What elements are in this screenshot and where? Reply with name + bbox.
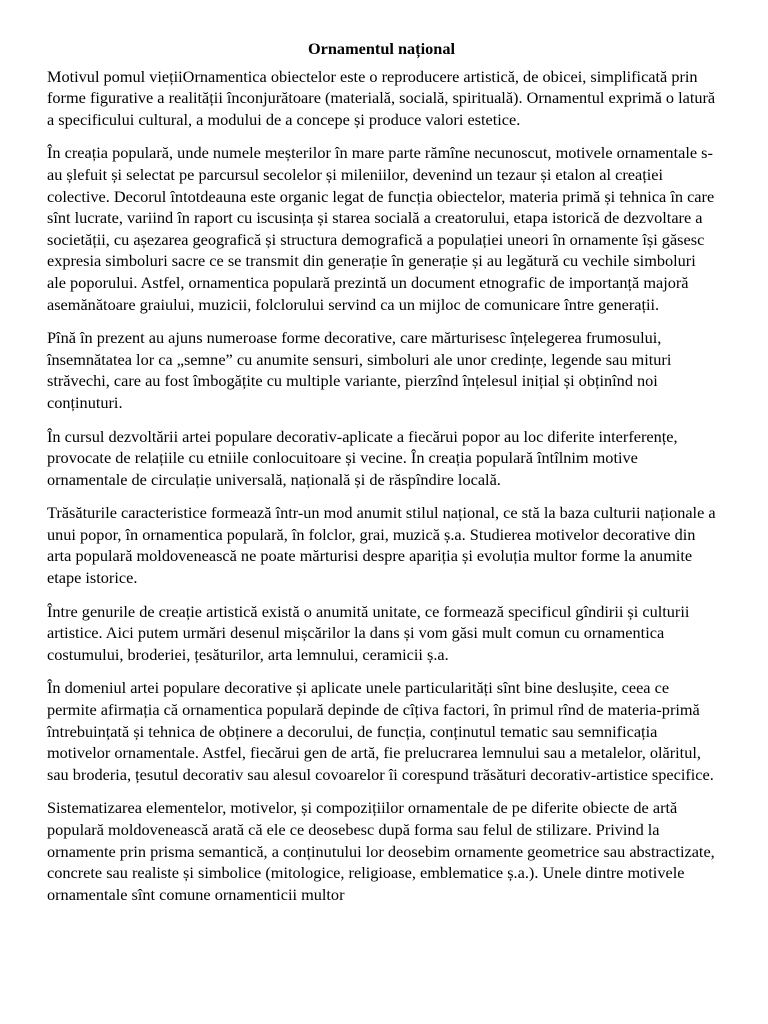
paragraph-8: Sistematizarea elementelor, motivelor, și compozițiilor ornamentale de pe diferite obiecte de artă populară moldovenească arată că ele ce deosebesc după forma sau felul de stilizare. Privind la ornamente prin prisma semantică, a conținutului lor deosebim ornamente geometrice sau abstractizate, concrete sau realiste și simbolice (mitologice, religioase, emblematice ș.a.). Unele dintre motivele ornamentale sînt comune ornamenticii multor: [47, 798, 715, 904]
paragraph-4: În cursul dezvoltării artei populare decorativ-aplicate a fiecărui popor au loc diferite interferențe, provocate de relațiile cu etniile conlocuitoare și vecine. În creația populară întîlnim motive ornamentale de circulație universală, națională și de răspîndire locală.: [47, 426, 678, 489]
paragraph-2: În creația populară, unde numele meșterilor în mare parte rămîne necunoscut, motivele ornamentale s-au șlefuit și selectat pe parcursul secolelor și mileniilor, devenind un tezaur și etalon al creației colective. Decorul întotdeauna este organic legat de funcția obiectelor, materia primă și tehnica în care sînt lucrate, variind în raport cu iscusința și starea socială a creatorului, etapa istorică de dezvoltare a societății, cu așezarea geografică și structura demografică a populației uneori în ornamente își găsesc expresia simboluri sacre ce se transmit din generație în generație și au legătură cu vechile simboluri ale poporului. Astfel, ornamentica populară prezintă un document etnografic de importanță majoră asemănătoare graiului, muzicii, folclorului servind ca un mijloc de comunicare între generații.: [47, 143, 715, 314]
document-title: Ornamentul național: [307, 39, 455, 58]
paragraph-1: Motivul pomul viețiiOrnamentica obiectelor este o reproducere artistică, de obicei, simplificată prin forme figurative a realității înconjurătoare (materială, socială, spirituală). Ornamentul exprimă o latură a specificului cultural, a modului de a concepe și produce valori estetice.: [47, 66, 716, 129]
paragraph-3: Pînă în prezent au ajuns numeroase forme decorative, care mărturisesc înțelegerea frumosului, însemnătatea lor ca „semne” cu anumite sensuri, simboluri ale unor credințe, legende sau mituri străvechi, care au fost îmbogățite cu multiple variante, pierzînd înțelesul inițial și obținînd noi conținuturi.: [47, 328, 672, 412]
paragraph-6: Între genurile de creație artistică există o anumită unitate, ce formează specificul gîndirii și culturii artistice. Aici putem urmări desenul mișcărilor la dans și vom găsi mult comun cu ornamentica costumului, broderiei, țesăturilor, arta lemnului, ceramicii ș.a.: [47, 601, 690, 664]
paragraph-7: În domeniul artei populare decorative și aplicate unele particularități sînt bine deslușite, ceea ce permite afirmația că ornamentica populară depinde de cîțiva factori, în primul rînd de materia-primă întrebuințată și tehnica de obținere a decorului, de funcția, conținutul tematic sau semnificația motivelor ornamentale. Astfel, fiecărui gen de artă, fie prelucrarea lemnului sau a metalelor, olăritul, sau broderia, țesutul decorativ sau alesul covoarelor îi corespund trăsături decorativ-artistice specifice.: [47, 678, 714, 784]
paragraph-5: Trăsăturile caracteristice formează într-un mod anumit stilul național, ce stă la baza culturii naționale a unui popor, în ornamentica populară, în folclor, grai, muzică ș.a. Studierea motivelor decorative din arta populară moldovenească ne poate mărturisi despre apariția și evoluția multor forme la anumite etape istorice.: [47, 503, 716, 588]
